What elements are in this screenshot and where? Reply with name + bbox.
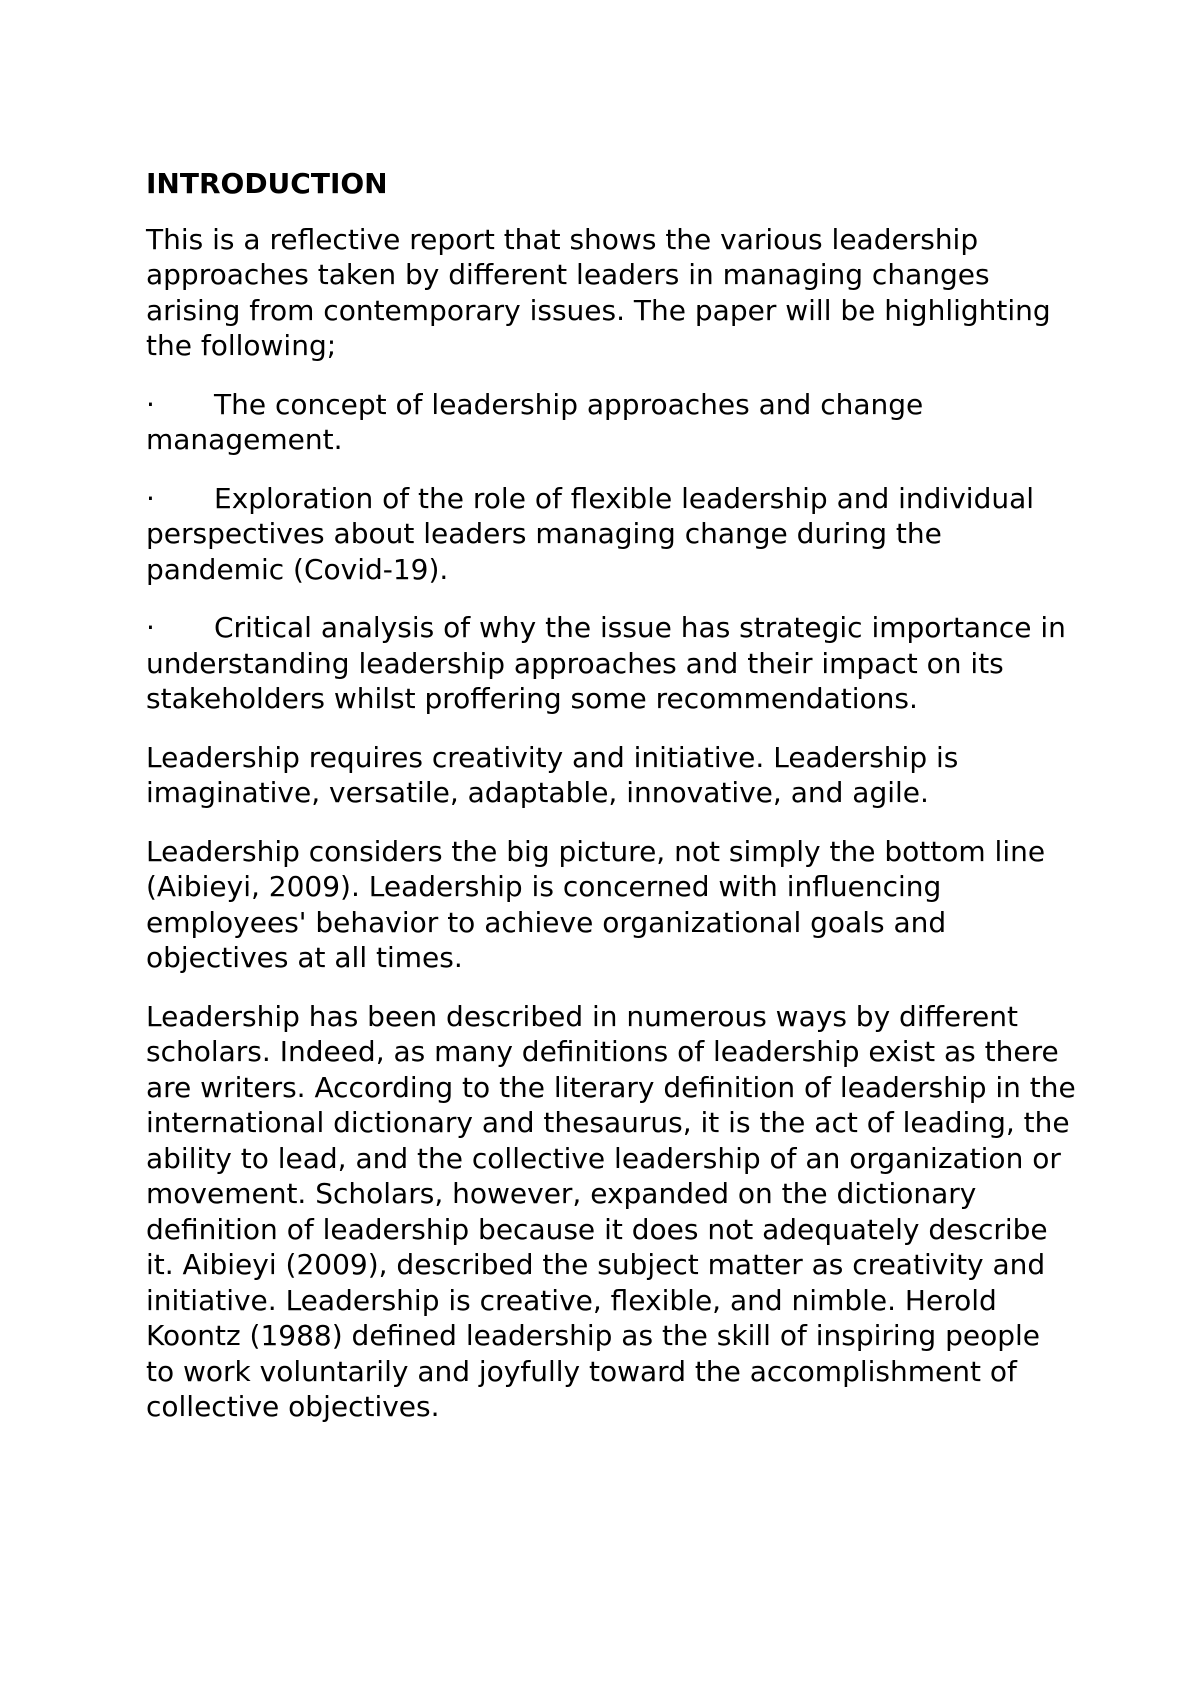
bullet-text: Exploration of the role of flexible leadership and individual perspectives about leaders managing change during the pandemic (Covid-19). xyxy=(146,481,1035,586)
bullet-marker: · xyxy=(146,481,155,515)
bullet-marker: · xyxy=(146,611,155,644)
bullet-item xyxy=(146,610,1076,717)
body-paragraph: Leadership has been described in numerous ways by different scholars. Indeed, as many definitions of leadership exist as there are writers. According to the literary definition of leadership in the international dictionary and thesaurus, it is the act of leading, the ability to lead, and the collective leadership of an organization or movement. Scholars, however, expanded on the dictionary definition of leadership because it does not adequately describe it. Aibieyi (2009), described the subject matter as creativity and initiative. Leadership is creative, flexible, and nimble. Herold Koontz (1988) defined leadership as the skill of inspiring people to work voluntarily and joyfully toward the accomplishment of collective objectives. xyxy=(146,999,1076,1423)
bullet-text: The concept of leadership approaches and change management. xyxy=(146,387,924,456)
bullet-text: Critical analysis of why the issue has strategic importance in understanding leadership approaches and their impact on its stakeholders whilst proffering some recommendations. xyxy=(146,611,1066,715)
intro-paragraph: This is a reflective report that shows the various leadership approaches taken by different leaders in managing changes arising from contemporary issues. The paper will be highlighting the following; xyxy=(146,222,1051,362)
document-body xyxy=(146,166,1076,1448)
body-paragraph: Leadership considers the big picture, not simply the bottom line (Aibieyi, 2009). Leadership is concerned with influencing employees' behavior to achieve organizational goals and objectives at all times. xyxy=(146,834,1046,974)
body-paragraph: Leadership requires creativity and initiative. Leadership is imaginative, versatile, adaptable, innovative, and agile. xyxy=(146,740,959,809)
bullet-marker: · xyxy=(146,387,155,421)
bullet-item xyxy=(146,387,1076,458)
section-heading: INTRODUCTION xyxy=(146,167,388,200)
bullet-item xyxy=(146,481,1076,588)
